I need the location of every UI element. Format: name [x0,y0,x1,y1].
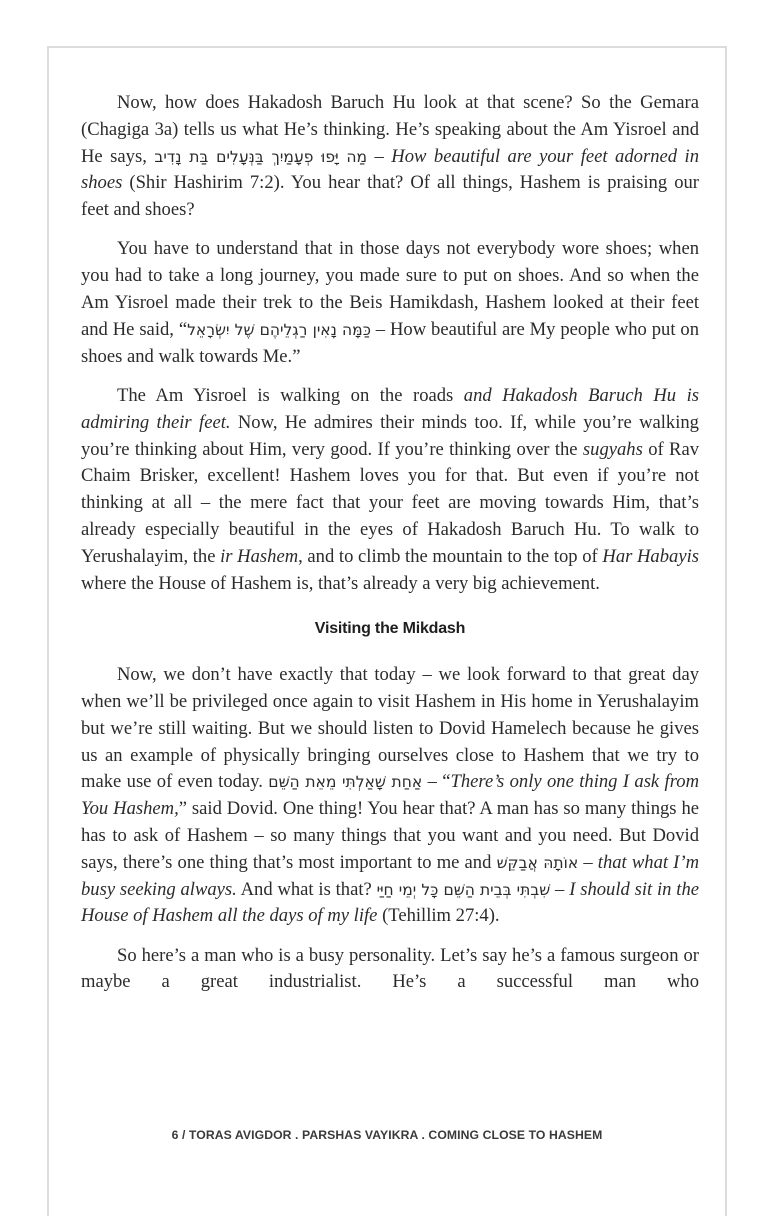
text-run: (Shir Hashirim 7:2). You hear that? Of all things, Hashem is praising our feet and shoes? [81,172,699,221]
text-run: Now, we don’t have exactly that today – we look forward to that great day when we’ll be privileged once again to visit Hashem in His home in Yerushalayim but we’re still waiting. But we should listen to Dovid Hamelech because he gives us an example of physically bringing ourselves close to Hashem that we try to make use of even today. [81,664,699,793]
hebrew-quote: אוֹתָהּ אֲבַקֵּשׁ [496,853,579,872]
text-run: where the House of Hashem is, that’s already a very big achievement. [81,572,600,594]
italic-text: I should sit in the House of Hashem all the days of my life [81,878,700,927]
text-run: You have to understand that in those days not everybody wore shoes; when you had to take a long journey, you made sure to put on shoes. And so when the Am Yisroel made their trek to the Beis Hamikdash, Hashem looked at their feet and He said, “ [81,238,699,340]
text-run: – [366,145,392,167]
italic-text: ir Hashem [220,545,299,567]
paragraph [81,383,699,597]
hebrew-quote: אַחַת שָׁאַלְתִּי מֵאֵת הַשֵּׁם [268,773,423,792]
page-footer: 6 / TORAS AVIGDOR . PARSHAS VAYIKRA . COMING CLOSE TO HASHEM [171,1128,603,1142]
hebrew-quote: כַּמָּה נָאִין רַגְלֵיהֶם שֶׁל יִשְׂרָאֵל [187,320,371,339]
document-page [47,46,727,1216]
paragraph [81,943,699,997]
italic-text: that what I’m busy seeking always. [81,851,699,900]
text-run: The Am Yisroel is walking on the roads [117,384,464,406]
italic-text: Har Habayis [602,545,699,567]
text-run: Now, how does Hakadosh Baruch Hu look at that scene? So the Gemara (Chagiga 3a) tells us what He’s thinking. He’s speaking about the Am Yisroel and He says, [81,92,699,167]
text-run: , and to climb the mountain to the top of [298,545,603,567]
paragraph [81,236,699,370]
italic-text: and Hakadosh Baruch Hu is admiring their feet. [81,384,700,433]
paragraph [81,90,699,224]
italic-text: How beautiful are your feet adorned in shoes [81,145,700,194]
text-run: So here’s a man who is a busy personality. Let’s say he’s a famous surgeon or maybe a great industrialist. He’s a successful man who [81,944,699,993]
text-run: – [578,851,598,873]
hebrew-quote: מַה יָּפוּ פְעָמַיִךְ בַּנְּעָלִים בַּת נָדִיב [154,147,367,166]
text-run: – How beautiful are My people who put on shoes and walk towards Me.” [81,318,700,367]
text-run: of Rav Chaim Brisker, excellent! Hashem loves you for that. But even if you’re not thinking at all – the mere fact that your feet are moving towards Him, that’s already especially beautiful in the eyes of Hakadosh Baruch Hu. To walk to Yerushalayim, the [81,438,699,567]
text-run: – “ [422,771,451,793]
text-run: Now, He admires their minds too. If, while you’re walking you’re thinking about Him, very good. If you’re thinking over the [81,411,699,460]
hebrew-quote: שִׁבְתִּי בְּבֵית הַשֵּׁם כָּל יְמֵי חַיַּי [376,880,551,899]
paragraph [81,662,699,930]
text-run: And what is that? [236,878,377,900]
text-run: (Tehillim 27:4). [377,905,500,927]
text-run: – [550,878,570,900]
section-heading: Visiting the Mikdash [314,620,466,638]
italic-text: There’s only one thing I ask from You Hashem, [81,771,699,820]
text-run: ” said Dovid. One thing! You hear that? A man has so many things he has to ask of Hashem – so many things that you want and you need. But Dovid says, there’s one thing that’s most important to me and [81,798,699,873]
body-text [81,90,699,1009]
italic-text: sugyahs [582,438,643,460]
